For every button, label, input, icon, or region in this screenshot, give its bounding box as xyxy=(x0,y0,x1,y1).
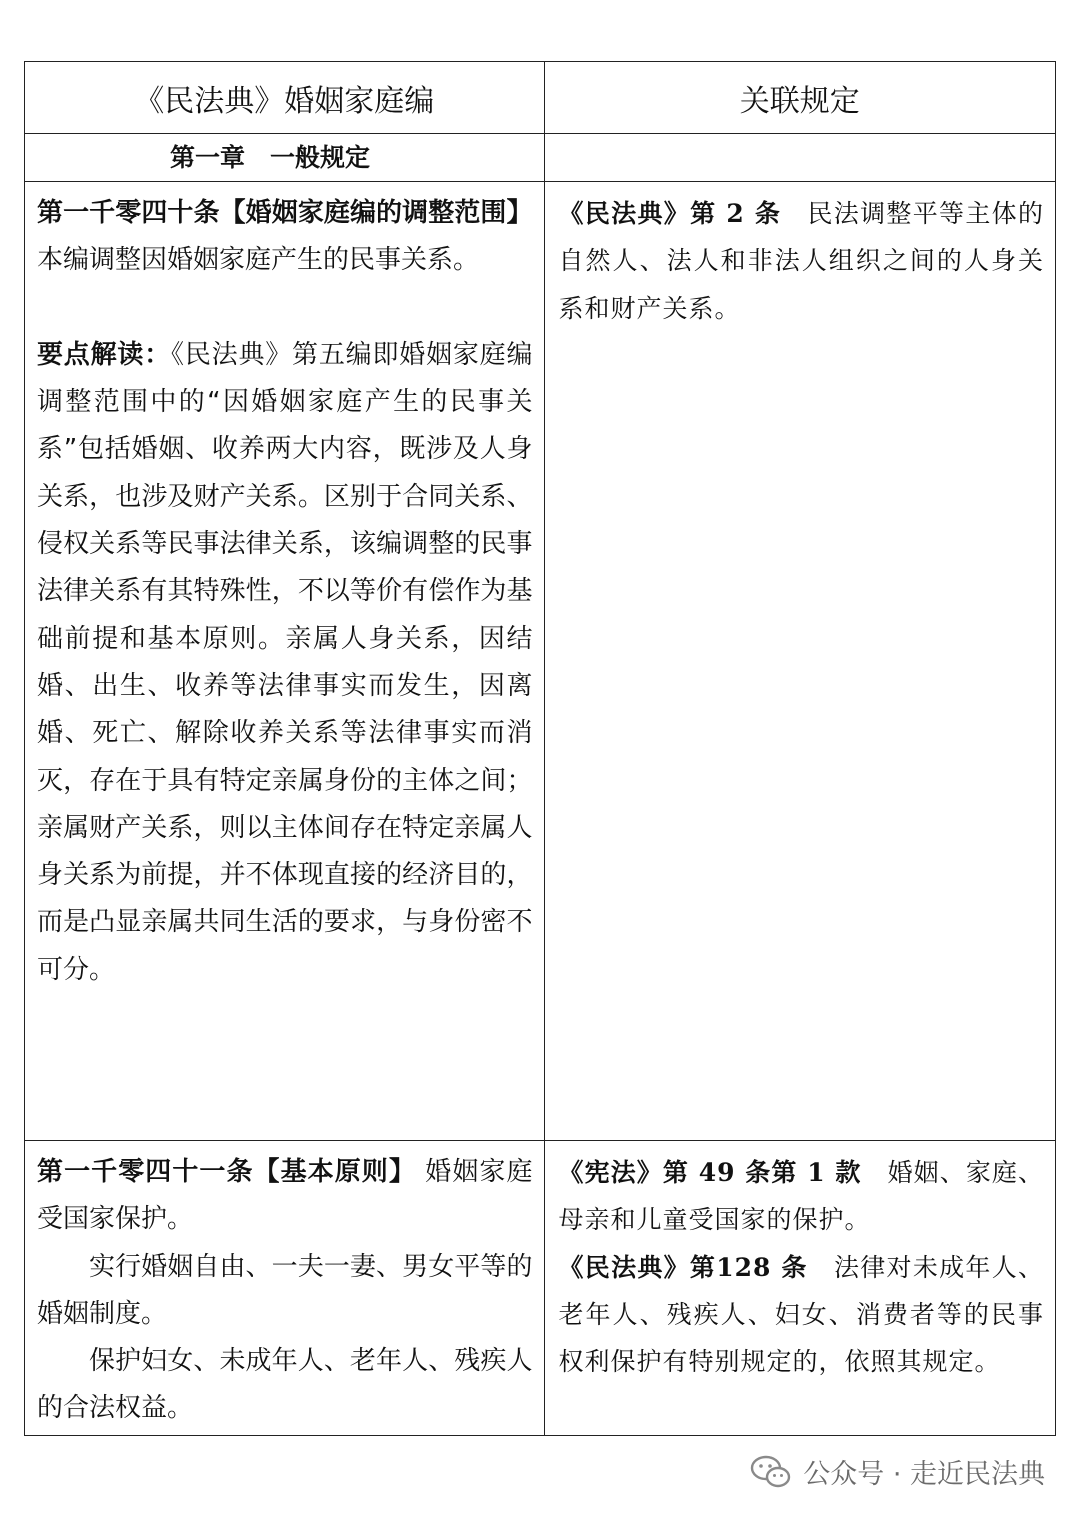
chapter-title: 第一章 一般规定 xyxy=(170,142,371,172)
chapter-cell xyxy=(25,134,545,182)
chapter-row xyxy=(25,134,1056,182)
watermark xyxy=(749,1452,1045,1491)
interpretation-label: 要点解读： xyxy=(37,339,172,370)
table-row xyxy=(25,1141,1056,1436)
related-rule xyxy=(559,190,1045,332)
interpretation-text: 《民法典》第五编即婚姻家庭编调整范围中的“因婚姻家庭产生的民事关系”包括婚姻、收养两大内容，既涉及人身关系，也涉及财产关系。区别于合同关系、侵权关系等民事法律关系，该编调整的民事法律关系有其特殊性，不以等价有偿作为基础前提和基本原则。亲属人身关系，因结婚、出生、收养等法律事实而发生，因离婚、死亡、解除收养关系等法律事实而消灭，存在于具有特定亲属身份的主体之间；亲属财产关系，则以主体间存在特定亲属人身关系为前提，并不体现直接的经济目的，而是凸显亲属共同生活的要求，与身份密不可分。 xyxy=(37,339,533,985)
related-rule-ref: 《宪法》第 49 条第 1 款 xyxy=(558,1158,862,1187)
law-comparison-table xyxy=(24,61,1056,1436)
article-heading: 【基本原则】 xyxy=(253,1157,416,1187)
related-rule-text: 婚姻、家庭、母亲和儿童受国家的保护。 xyxy=(558,1158,1044,1235)
article-heading: 【婚姻家庭编的调整范围】 xyxy=(219,198,533,228)
related-rule-text: 法律对未成年人、老年人、残疾人、妇女、消费者等的民事权利保护有特别规定的，依照其规定。 xyxy=(558,1252,1044,1377)
chapter-cell-empty xyxy=(544,134,1056,182)
article-paragraph xyxy=(37,190,533,285)
related-rules-cell xyxy=(544,1141,1056,1436)
article-number: 第一千零四十条 xyxy=(37,198,220,228)
article-number: 第一千零四十一条 xyxy=(37,1157,254,1187)
related-rule-ref: 《民法典》第128 条 xyxy=(558,1252,808,1282)
table-row xyxy=(25,182,1056,1141)
header-left: 《民法典》婚姻家庭编 xyxy=(25,62,545,134)
article-cell xyxy=(25,1141,545,1436)
interpretation-paragraph xyxy=(37,332,533,994)
article-cell xyxy=(25,182,545,1141)
related-rules-cell xyxy=(544,182,1056,1141)
wechat-icon xyxy=(749,1454,793,1490)
table-header-row xyxy=(25,62,1056,134)
article-paragraph-3: 保护妇女、未成年人、老年人、残疾人的合法权益。 xyxy=(37,1346,533,1424)
article-text: 婚姻家庭受国家保护。 xyxy=(37,1157,533,1235)
related-rule-ref: 《民法典》第 2 条 xyxy=(558,199,782,228)
watermark-text: 公众号 · 走近民法典 xyxy=(803,1459,1045,1490)
article-text: 本编调整因婚姻家庭产生的民事关系。 xyxy=(37,245,480,276)
header-right: 关联规定 xyxy=(544,62,1056,134)
related-rule-text: 民法调整平等主体的自然人、法人和非法人组织之间的人身关系和财产关系。 xyxy=(558,199,1044,323)
related-rule xyxy=(559,1244,1045,1386)
related-rule xyxy=(559,1149,1045,1244)
article-paragraph-2: 实行婚姻自由、一夫一妻、男女平等的婚姻制度。 xyxy=(37,1251,533,1329)
article-paragraph xyxy=(37,1149,533,1244)
